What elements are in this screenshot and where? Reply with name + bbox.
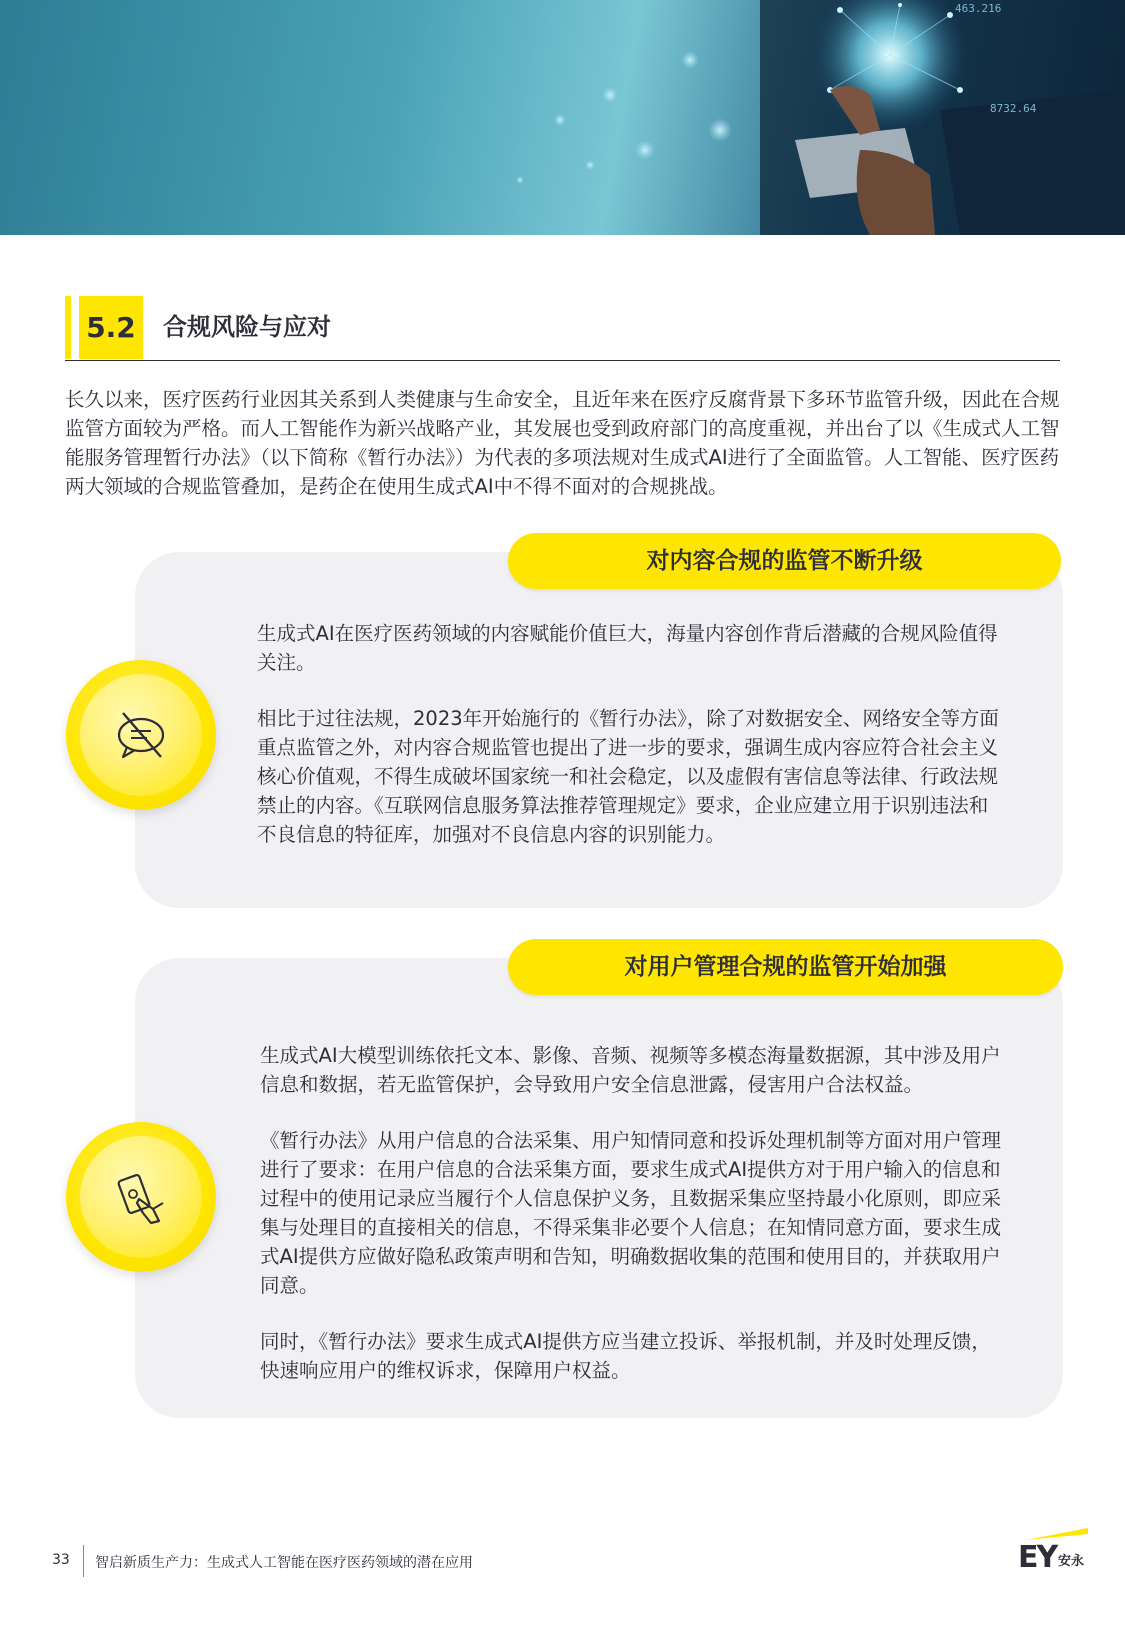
content-compliance-badge — [66, 660, 216, 810]
no-chat-icon — [113, 707, 169, 763]
content-compliance-body — [257, 619, 1002, 876]
ey-logo — [1018, 1528, 1090, 1584]
user-compliance-paragraph-1: 生成式AI大模型训练依托文本、影像、音频、视频等多模态海量数据源，其中涉及用户信息和数据，若无监管保护，会导致用户安全信息泄露，侵害用户合法权益。 — [260, 1044, 1001, 1096]
hero-number-1: 463.216 — [955, 2, 1002, 15]
user-compliance-badge — [66, 1122, 216, 1272]
ai-network-hand-illustration — [0, 0, 1125, 235]
content-compliance-paragraph-1: 生成式AI在医疗医药领域的内容赋能价值巨大，海量内容创作背后潜藏的合规风险值得关注。 — [257, 622, 998, 674]
user-compliance-paragraph-3: 同时，《暂行办法》要求生成式AI提供方应当建立投诉、举报机制，并及时处理反馈，快速响应用户的维权诉求，保障用户权益。 — [260, 1330, 991, 1382]
section-accent-bar — [65, 296, 71, 359]
user-compliance-paragraph-2: 《暂行办法》从用户信息的合法采集、用户知情同意和投诉处理机制等方面对用户管理进行了要求：在用户信息的合法采集方面，要求生成式AI提供方对于用户输入的信息和过程中的使用记录应当履行个人信息保护义务，且数据采集应坚持最小化原则，即应采集与处理目的直接相关的信息，不得采集非必要个人信息；在知情同意方面，要求生成式AI提供方应做好隐私政策声明和告知，明确数据收集的范围和使用目的，并获取用户同意。 — [260, 1129, 1002, 1297]
footer-title: 智启新质生产力：生成式人工智能在医疗医药领域的潜在应用 — [95, 1555, 473, 1571]
ey-logo-text: EY — [1018, 1540, 1057, 1575]
hero-banner — [0, 0, 1125, 235]
ey-logo-cn: 安永 — [1058, 1554, 1085, 1569]
section-heading — [65, 296, 1060, 361]
content-compliance-paragraph-2: 相比于过往法规，2023年开始施行的《暂行办法》，除了对数据安全、网络安全等方面重点监管之外，对内容合规监管也提出了进一步的要求，强调生成内容应符合社会主义核心价值观，不得生成破坏国家统一和社会稳定，以及虚假有害信息等法律、行政法规禁止的内容。《互联网信息服务算法推荐管理规定》要求，企业应建立用于识别违法和不良信息的特征库，加强对不良信息内容的识别能力。 — [257, 707, 999, 846]
intro-paragraph: 长久以来，医疗医药行业因其关系到人类健康与生命安全，且近年来在医疗反腐背景下多环节监管升级，因此在合规监管方面较为严格。而人工智能作为新兴战略产业，其发展也受到政府部门的高度重视，并出台了以《生成式人工智能服务管理暂行办法》（以下简称《暂行办法》）为代表的多项法规对生成式AI进行了全面监管。人工智能、医疗医药两大领域的合规监管叠加，是药企在使用生成式AI中不得不面对的合规挑战。 — [65, 388, 1060, 498]
tablet-touch-icon — [113, 1169, 169, 1225]
page-number: 33 — [52, 1552, 70, 1568]
user-compliance-body — [260, 1041, 1010, 1412]
hero-number-2: 8732.64 — [990, 102, 1037, 115]
section-title: 合规风险与应对 — [163, 313, 331, 341]
section-number: 5.2 — [79, 296, 143, 359]
footer-divider — [83, 1545, 84, 1577]
content-compliance-title: 对内容合规的监管不断升级 — [508, 533, 1061, 589]
user-compliance-title: 对用户管理合规的监管开始加强 — [508, 939, 1063, 995]
